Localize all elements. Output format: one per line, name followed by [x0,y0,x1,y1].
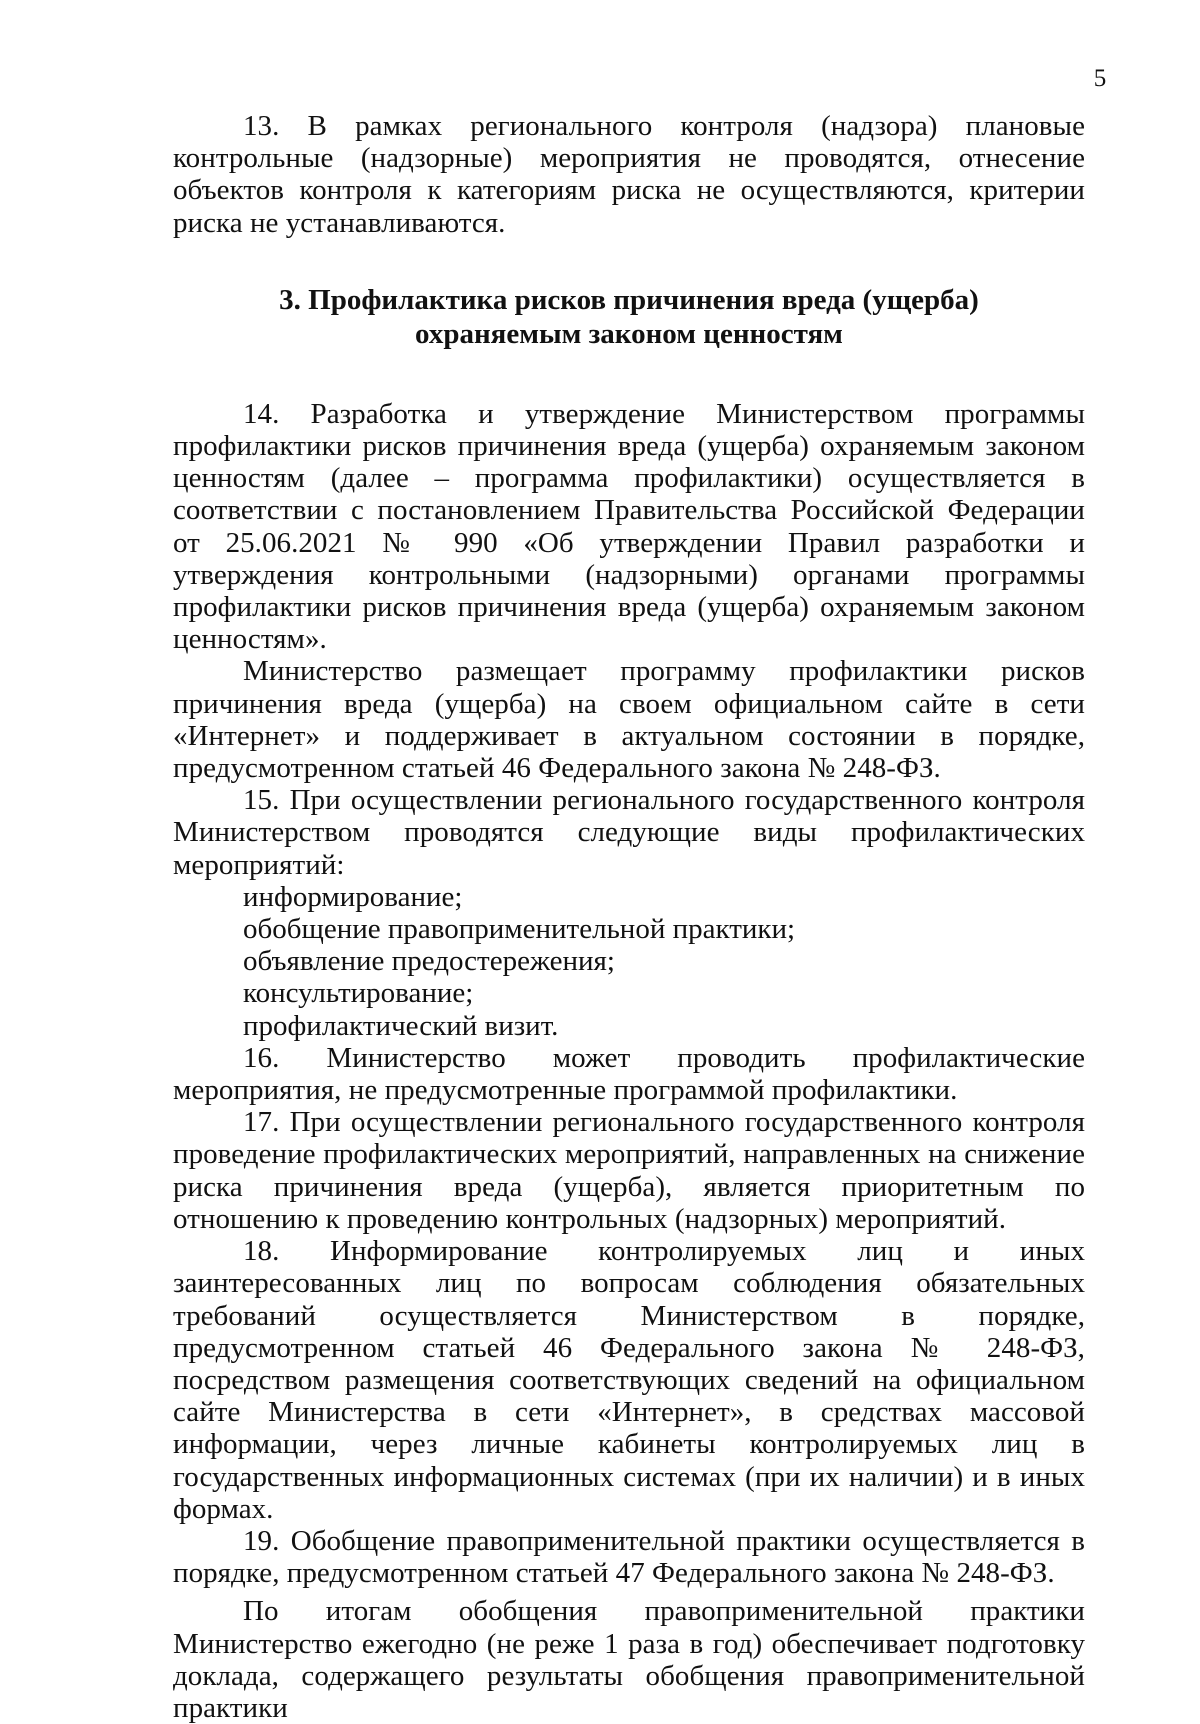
paragraph-14-continued: Министерство размещает программу профилактики рисков причинения вреда (ущерба) на своем официальном сайте в сети «Интернет» и поддерживает в актуальном состоянии в порядке, предусмотренном статьей 46 Федерального закона № 248-ФЗ. [173,655,1085,785]
section-heading-line-1: 3. Профилактика рисков причинения вреда (ущерба) [279,283,979,316]
list-item: профилактический визит. [243,1009,559,1042]
list-item: обобщение правоприменительной практики; [243,913,796,946]
paragraph-14: 14. Разработка и утверждение Министерством программы профилактики рисков причинения вреда (ущерба) охраняемым законом ценностям (далее – программа профилактики) осуществляется в соответствии с постановлением Правительства Российской Федерации от 25.06.2021 № 990 «Об утверждении Правил разработки и утверждения контрольными (надзорными) органами программы профилактики рисков причинения вреда (ущерба) охраняемым законом ценностям». [173,397,1085,656]
section-heading-line-2: охраняемым законом ценностям [415,317,843,350]
spacer [173,239,1085,283]
page-number: 5 [1093,65,1107,92]
paragraph-18: 18. Информирование контролируемых лиц и иных заинтересованных лиц по вопросам соблюдения обязательных требований осуществляется Министерством в порядке, предусмотренном статьей 46 Федерального закона № 248-ФЗ, посредством размещения соответствующих сведений на официальном сайте Министерства в сети «Интернет», в средствах массовой информации, через личные кабинеты контролируемых лиц в государственных информационных системах (при их наличии) и в иных формах. [173,1235,1085,1525]
paragraph-13: 13. В рамках регионального контроля (надзора) плановые контрольные (надзорные) мероприятия не проводятся, отнесение объектов контроля к категориям риска не осуществляются, критерии риска не устанавливаются. [173,110,1085,239]
paragraph-19-continued: По итогам обобщения правоприменительной практики Министерство ежегодно (не реже 1 раза в год) обеспечивает подготовку доклада, содержащего результаты обобщения правоприменительной практики [173,1595,1085,1724]
paragraph-15: 15. При осуществлении регионального государственного контроля Министерством проводятся следующие виды профилактических мероприятий: [173,784,1085,881]
spacer [173,351,1085,398]
list-item: информирование; [243,880,463,913]
section-heading [173,283,1085,351]
list-item: консультирование; [243,977,474,1010]
paragraph-16: 16. Министерство может проводить профилактические мероприятия, не предусмотренные программой профилактики. [173,1041,1085,1107]
paragraph-19: 19. Обобщение правоприменительной практики осуществляется в порядке, предусмотренном статьей 47 Федерального закона № 248-ФЗ. [173,1524,1085,1590]
document-body [173,110,1085,1724]
paragraph-17: 17. При осуществлении регионального государственного контроля проведение профилактических мероприятий, направленных на снижение риска причинения вреда (ущерба), является приоритетным по отношению к проведению контрольных (надзорных) мероприятий. [173,1106,1085,1235]
list-item: объявление предостережения; [243,945,615,978]
